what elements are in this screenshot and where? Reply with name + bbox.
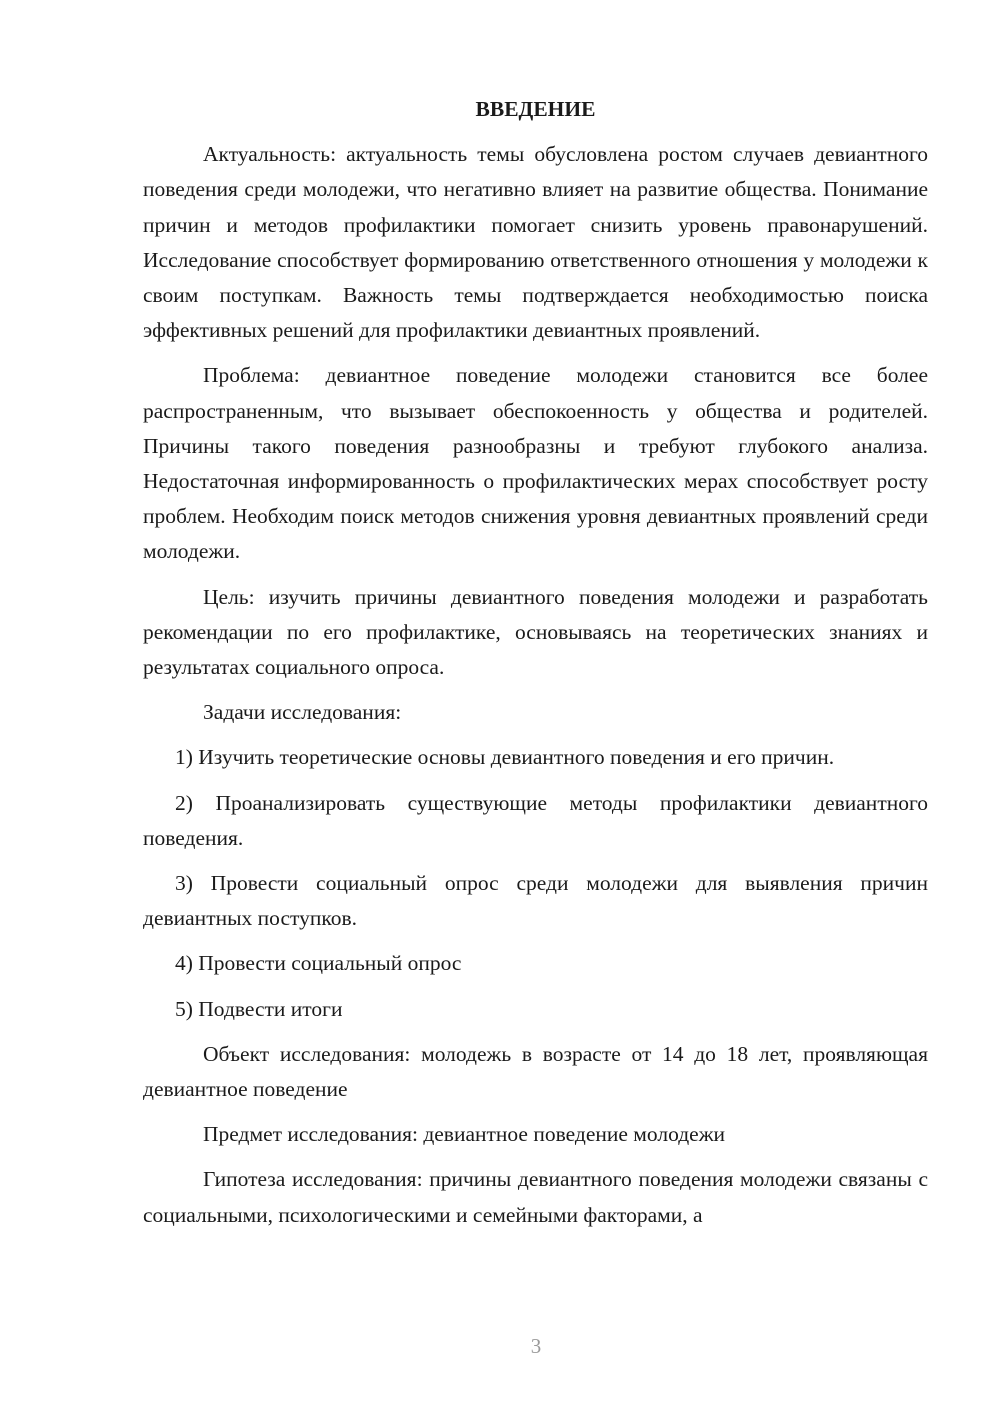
goal-paragraph: Цель: изучить причины девиантного поведения молодежи и разработать рекомендации по его профилактике, основываясь на теоретических знаниях и результатах социального опроса. — [143, 584, 928, 680]
hypothesis-paragraph: Гипотеза исследования: причины девиантного поведения молодежи связаны с социальными, психологическими и семейными факторами, а — [143, 1167, 928, 1227]
subject-paragraph: Предмет исследования: девиантное поведение молодежи — [203, 1122, 726, 1147]
relevance-paragraph: Актуальность: актуальность темы обусловлена ростом случаев девиантного поведения среди молодежи, что негативно влияет на развитие общества. Понимание причин и методов профилактики помогает снизить уровень правонарушений. Исследование способствует формированию ответственного отношения у молодежи к своим поступкам. Важность темы подтверждается необходимостью поиска эффективных решений для профилактики девиантных проявлений. — [143, 142, 928, 343]
task-item-4: 4) Провести социальный опрос — [175, 951, 462, 976]
document-page — [143, 92, 928, 1233]
page-number: 3 — [530, 1334, 542, 1358]
task-item-1: 1) Изучить теоретические основы девиантного поведения и его причин. — [175, 745, 835, 770]
task-item-3: 3) Провести социальный опрос среди молодежи для выявления причин девиантных поступков. — [143, 871, 928, 931]
problem-paragraph: Проблема: девиантное поведение молодежи становится все более распространенным, что вызывает обеспокоенность у общества и родителей. Причины такого поведения разнообразны и требуют глубокого анализа. Недостаточная информированность о профилактических мерах способствует росту проблем. Необходим поиск методов снижения уровня девиантных проявлений среди молодежи. — [143, 363, 928, 564]
page-title: ВВЕДЕНИЕ — [475, 97, 596, 121]
task-item-5: 5) Подвести итоги — [175, 996, 343, 1021]
task-item-2: 2) Проанализировать существующие методы профилактики девиантного поведения. — [143, 790, 928, 850]
tasks-heading: Задачи исследования: — [203, 700, 402, 725]
object-paragraph: Объект исследования: молодежь в возрасте от 14 до 18 лет, проявляющая девиантное поведение — [143, 1041, 928, 1102]
